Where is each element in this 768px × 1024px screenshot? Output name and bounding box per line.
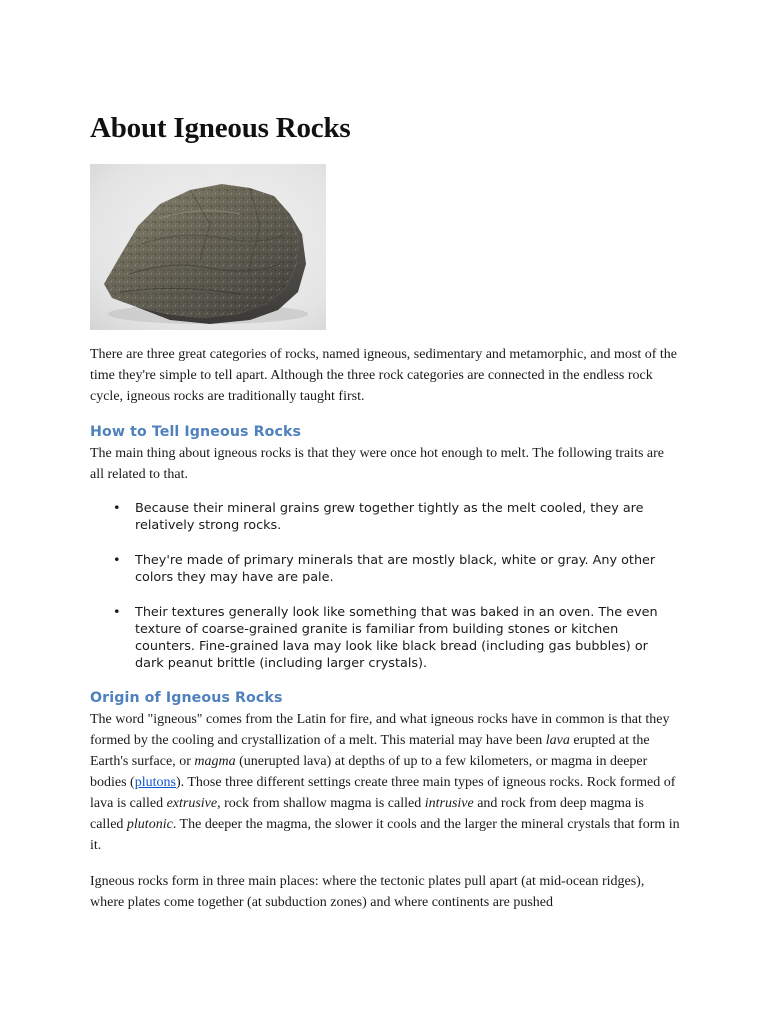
text-span: ). Those three different settings create three main types of igneous rocks. Rock formed of lava is called xyxy=(90,775,676,811)
term-magma: magma xyxy=(194,754,236,769)
list-item-text: Because their mineral grains grew together tightly as the melt cooled, they are relatively strong rocks. xyxy=(135,501,644,533)
text-span: and rock from deep magma is called xyxy=(90,796,644,832)
intro-paragraph: There are three great categories of rocks, named igneous, sedimentary and metamorphic, and most of the time they're simple to tell apart. Although the three rock categories are connected in the endless rock cycle, igneous rocks are traditionally taught first. xyxy=(90,347,677,404)
page-title: About Igneous Rocks xyxy=(90,112,351,144)
term-plutonic: plutonic xyxy=(126,817,173,832)
list-item xyxy=(90,552,680,586)
text-span: . The deeper the magma, the slower it cools and the larger the mineral crystals that form in it. xyxy=(90,817,680,853)
bullet-icon: • xyxy=(113,501,121,516)
list-item-text: Their textures generally look like something that was baked in an oven. The even texture of coarse-grained granite is familiar from building stones or kitchen counters. Fine-grained lava may look like black bread (including gas bubbles) or dark peanut brittle (including larger crystals). xyxy=(135,605,658,671)
text-span: , rock from shallow magma is called xyxy=(217,796,425,811)
term-lava: lava xyxy=(545,733,570,748)
traits-list xyxy=(90,500,680,690)
rock-photo xyxy=(90,164,326,330)
text-span: (unerupted lava) at depths of up to a few kilometers, or magma in deeper bodies ( xyxy=(90,754,648,790)
section-heading-how-to-tell: How to Tell Igneous Rocks xyxy=(90,424,302,440)
list-item xyxy=(90,500,680,534)
term-intrusive: intrusive xyxy=(424,796,474,811)
section-heading-origin: Origin of Igneous Rocks xyxy=(90,690,283,706)
places-paragraph: Igneous rocks form in three main places: where the tectonic plates pull apart (at mid-ocean ridges), where plates come together (at subduction zones) and where continents are pushed xyxy=(90,874,645,910)
section1-paragraph: The main thing about igneous rocks is that they were once hot enough to melt. The following traits are all related to that. xyxy=(90,446,664,482)
list-item-text: They're made of primary minerals that are mostly black, white or gray. Any other colors they may have are pale. xyxy=(135,553,656,585)
text-span: erupted at the Earth's surface, or xyxy=(90,733,650,769)
bullet-icon: • xyxy=(113,553,121,568)
bullet-icon: • xyxy=(113,605,121,620)
term-extrusive: extrusive xyxy=(166,796,218,811)
plutons-link[interactable]: plutons xyxy=(134,775,176,790)
list-item xyxy=(90,604,680,672)
text-span: The word "igneous" comes from the Latin for fire, and what igneous rocks have in common is that they formed by the cooling and crystallization of a melt. This material may have been xyxy=(90,712,670,748)
origin-paragraph xyxy=(90,709,680,856)
